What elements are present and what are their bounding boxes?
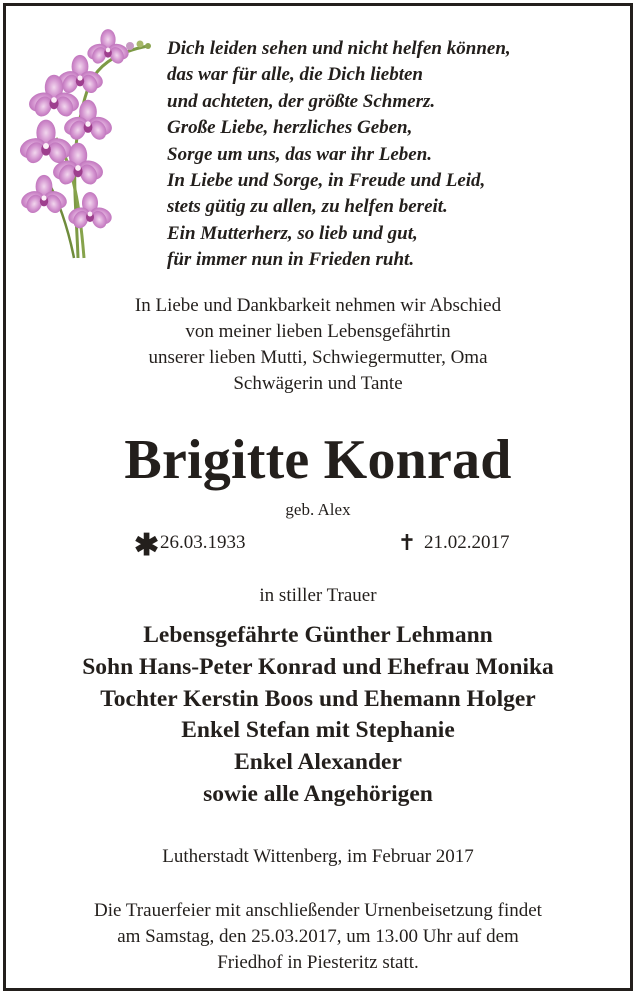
place-date: Lutherstadt Wittenberg, im Februar 2017 <box>162 846 474 867</box>
mourning-label: in stiller Trauer <box>259 585 377 606</box>
death-date <box>396 530 510 556</box>
maiden-name: geb. Alex <box>285 500 351 519</box>
intro-line: unserer lieben Mutti, Schwiegermutter, Oma <box>148 347 488 368</box>
intro-line: Schwägerin und Tante <box>233 373 403 394</box>
intro-line: von meiner lieben Lebensgefährtin <box>185 321 451 342</box>
star-icon: ✱ <box>134 529 160 562</box>
poem <box>167 36 607 274</box>
mourner-line: Lebensgefährte Günther Lehmann <box>143 622 493 648</box>
obituary-card <box>3 3 633 991</box>
mourner-line: Enkel Stefan mit Stephanie <box>181 717 455 744</box>
service-line: Friedhof in Piesteritz statt. <box>217 952 419 973</box>
intro-line: In Liebe und Dankbarkeit nehmen wir Abschied <box>134 295 502 316</box>
mourners-list <box>6 620 630 811</box>
poem-line: In Liebe und Sorge, in Freude und Leid, <box>167 170 486 192</box>
poem-line: Große Liebe, herzliches Geben, <box>167 117 413 139</box>
mourner-line: Tochter Kerstin Boos und Ehemann Holger <box>100 685 536 712</box>
deceased-name: Brigitte Konrad <box>124 429 512 491</box>
poem-line: das war für alle, die Dich liebten <box>167 64 423 86</box>
service-line: Die Trauerfeier mit anschließender Urnenbeisetzung findet <box>94 900 542 921</box>
birth-date-value: 26.03.1933 <box>160 532 246 553</box>
service-line: am Samstag, den 25.03.2017, um 13.00 Uhr auf dem <box>117 926 519 947</box>
poem-line: stets gütig zu allen, zu helfen bereit. <box>167 196 448 218</box>
poem-line: Sorge um uns, das war ihr Leben. <box>167 143 433 165</box>
birth-date <box>134 529 246 562</box>
orchid-image <box>16 28 164 260</box>
mourner-line: Sohn Hans-Peter Konrad und Ehefrau Monika <box>82 653 554 680</box>
poem-line: für immer nun in Frieden ruht. <box>167 249 415 271</box>
cross-icon: ✝ <box>397 530 417 555</box>
poem-line: und achteten, der größte Schmerz. <box>167 90 436 112</box>
mourner-line: Enkel Alexander <box>234 749 402 776</box>
death-date-value: 21.02.2017 <box>424 532 510 553</box>
funeral-service-info <box>6 898 630 976</box>
poem-line: Dich leiden sehen und nicht helfen können, <box>167 38 511 59</box>
poem-line: Ein Mutterherz, so lieb und gut, <box>167 222 418 244</box>
intro-text <box>6 293 630 397</box>
mourner-line: sowie alle Angehörigen <box>203 780 433 807</box>
